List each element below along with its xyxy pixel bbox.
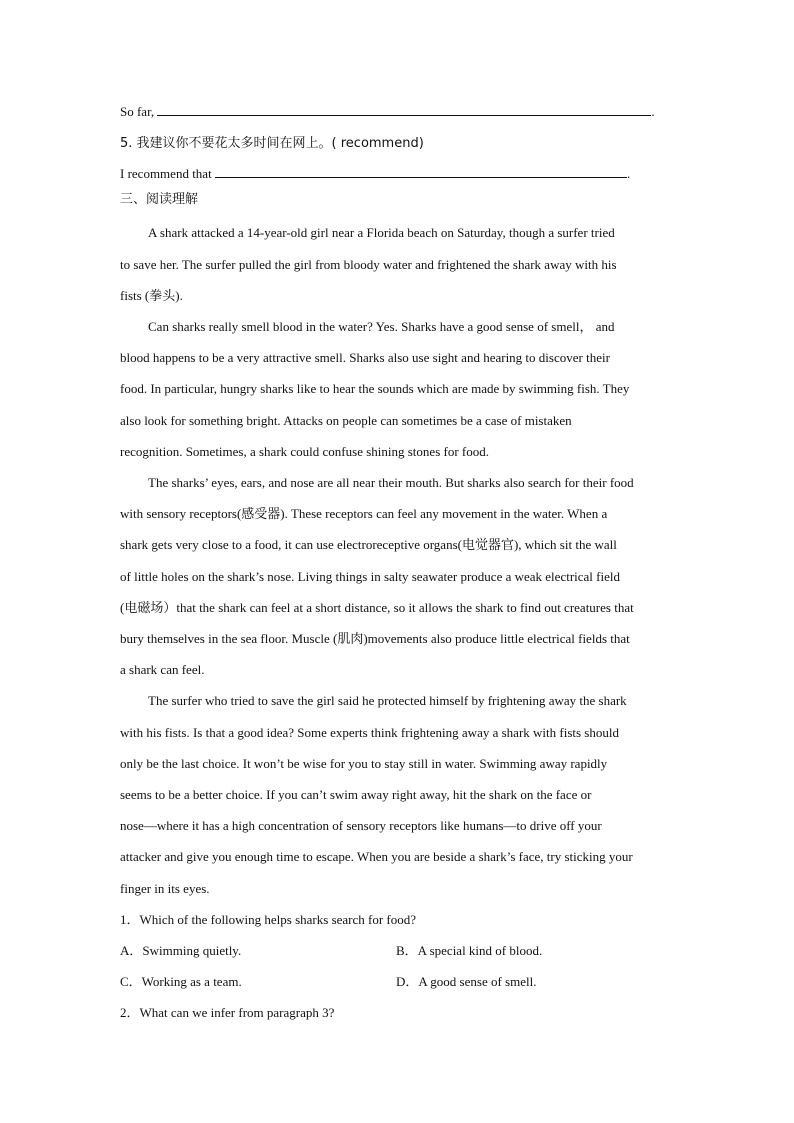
p3-line-6: bury themselves in the sea floor. Muscle (肌肉)movements also produce little electrical fields that [120, 631, 630, 646]
p3-line-3: shark gets very close to a food, it can use electroreceptive organs(电觉器官), which sit the wall [120, 537, 617, 552]
p3-line-1: The sharks’ eyes, ears, and nose are all near their mouth. But sharks also search for their food [148, 475, 634, 490]
p3-line-2: with sensory receptors(感受器). These receptors can feel any movement in the water. When a [120, 506, 608, 521]
p1-line-1: A shark attacked a 14-year-old girl near a Florida beach on Saturday, though a surfer tried [148, 225, 615, 240]
so-far-line [120, 104, 655, 120]
p4-line-5: nose—where it has a high concentration of sensory receptors like humans—to drive off your [120, 818, 602, 833]
recommend-end: . [626, 166, 631, 181]
p2-line-3: food. In particular, hungry sharks like to hear the sounds which are made by swimming fish. They [120, 381, 630, 396]
so-far-prefix: So far, [120, 104, 155, 119]
p4-line-4: seems to be a better choice. If you can’t swim away right away, hit the shark on the face or [120, 787, 592, 802]
p4-line-6: attacker and give you enough time to escape. When you are beside a shark’s face, try sticking your [120, 849, 633, 864]
q1-option-b[interactable]: B．A special kind of blood. [396, 943, 543, 958]
section-title: 三、阅读理解 [120, 192, 199, 207]
p2-line-5: recognition. Sometimes, a shark could confuse shining stones for food. [120, 444, 489, 459]
question-2: 2．What can we infer from paragraph 3? [120, 1005, 335, 1020]
question-1: 1．Which of the following helps sharks search for food? [120, 912, 417, 927]
q1-option-d[interactable]: D．A good sense of smell. [396, 974, 537, 989]
so-far-blank[interactable] [157, 104, 651, 116]
q1-option-a[interactable]: A．Swimming quietly. [120, 943, 242, 958]
recommend-line [120, 166, 630, 182]
p2-line-1: Can sharks really smell blood in the water? Yes. Sharks have a good sense of smell， and [148, 319, 615, 334]
p2-line-4: also look for something bright. Attacks on people can sometimes be a case of mistaken [120, 413, 572, 428]
item-5: 5. 我建议你不要花太多时间在网上。( recommend) [120, 136, 424, 151]
p3-line-5: (电磁场）that the shark can feel at a short distance, so it allows the shark to find out creatures that [120, 600, 634, 615]
p2-line-2: blood happens to be a very attractive smell. Sharks also use sight and hearing to discover their [120, 350, 610, 365]
p3-line-7: a shark can feel. [120, 662, 205, 677]
so-far-end: . [651, 104, 655, 119]
p1-line-3: fists (拳头). [120, 288, 183, 303]
recommend-prefix: I recommend that [120, 166, 212, 181]
p4-line-2: with his fists. Is that a good idea? Some experts think frightening away a shark with fists should [120, 725, 619, 740]
q1-option-c[interactable]: C．Working as a team. [120, 974, 242, 989]
p3-line-4: of little holes on the shark’s nose. Living things in salty seawater produce a weak electrical field [120, 569, 620, 584]
recommend-blank[interactable] [215, 166, 627, 178]
p4-line-7: finger in its eyes. [120, 881, 210, 896]
p4-line-3: only be the last choice. It won’t be wise for you to stay still in water. Swimming away rapidly [120, 756, 608, 771]
p4-line-1: The surfer who tried to save the girl said he protected himself by frightening away the shark [148, 693, 627, 708]
p1-line-2: to save her. The surfer pulled the girl from bloody water and frightened the shark away with his [120, 257, 617, 272]
